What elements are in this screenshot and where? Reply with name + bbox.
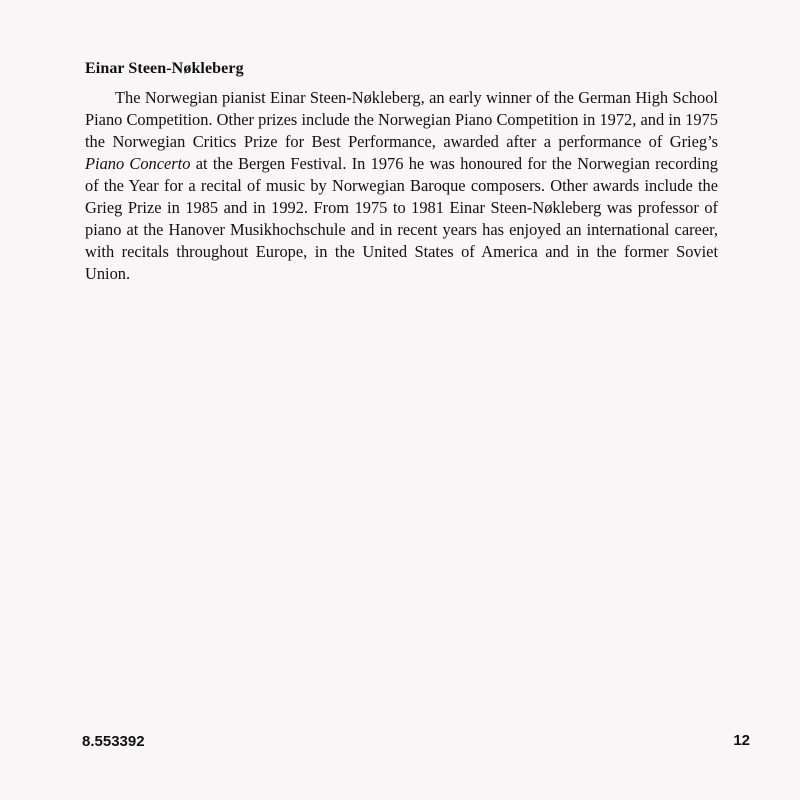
paragraph-text-part2: at the Bergen Festival. In 1976 he was honoured for the Norwegian recording of the Year for a recital of music by Norwegian Baroque composers. Other awards include the Grieg Prize in 1985 and in 1992. From 1975 to 1981 Einar Steen-Nøkleberg was professor of piano at the Hanover Musikhochschule and in recent years has enjoyed an international career, with recitals throughout Europe, in the United States of America and in the former Soviet Union. — [85, 154, 718, 283]
page-number: 12 — [733, 732, 750, 749]
paragraph-italic-title: Piano Concerto — [85, 154, 191, 173]
biography-heading: Einar Steen-Nøkleberg — [85, 60, 244, 77]
catalog-number: 8.553392 — [82, 733, 145, 750]
biography-paragraph — [85, 87, 718, 285]
paragraph-text-part1: The Norwegian pianist Einar Steen-Nøkleberg, an early winner of the German High School Piano Competition. Other prizes include the Norwegian Piano Competition in 1972, and in 1975 the Norwegian Critics Prize for Best Performance, awarded after a performance of Grieg’s — [85, 88, 718, 151]
